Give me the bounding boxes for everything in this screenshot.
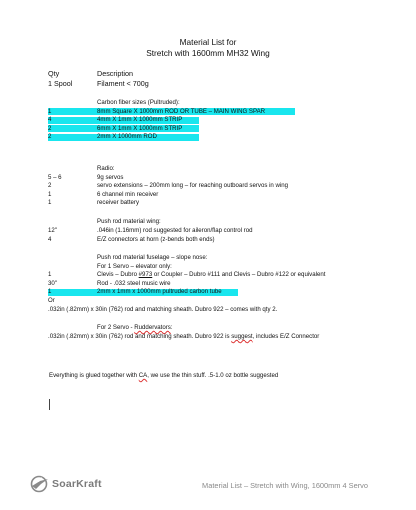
- spool-desc: Filament < 700g: [97, 79, 149, 88]
- ruddervators-word: Ruddervators: [134, 324, 171, 331]
- carbon-desc: 6mm X 1mm X 1000mm STRIP: [97, 124, 183, 132]
- radio-desc: receiver battery: [97, 199, 139, 206]
- glue-text-start: Everything is glued together with: [49, 372, 139, 379]
- soarkraft-bird-logo-icon: [30, 475, 50, 493]
- radio-heading: Radio:: [97, 165, 115, 172]
- pushwing-qty: 4: [48, 235, 52, 243]
- two-servo-heading: [97, 324, 173, 332]
- description-header: Description: [97, 69, 133, 78]
- clevis-desc: [97, 271, 325, 279]
- spool-qty: 1 Spool: [48, 79, 73, 88]
- alt2-text: [48, 333, 319, 341]
- radio-qty: 1: [48, 199, 52, 206]
- two-servo-colon: :: [170, 324, 173, 331]
- dubro-973-link[interactable]: #973: [138, 271, 153, 278]
- pushfuse-heading: Push rod material fuselage – slope nose:: [97, 254, 208, 261]
- carbon-qty: 1: [48, 107, 52, 115]
- radio-desc: servo extensions – 200mm long – for reaching outboard servos in wing: [97, 182, 289, 189]
- wire-desc: Rod - .032 steel music wire: [97, 279, 171, 287]
- glue-text-end: , we use the thin stuff. .5-1.0 oz bottle suggested: [147, 372, 279, 379]
- radio-qty: 5 – 6: [48, 173, 62, 181]
- qty-header: Qty: [48, 69, 60, 78]
- ca-word: CA: [138, 372, 148, 379]
- radio-desc: 6 channel min receiver: [97, 190, 159, 198]
- tube-desc: 2mm x 1mm x 1000mm pultruded carbon tube: [97, 288, 222, 295]
- footer-text: Material List – Stretch with Wing, 1600mm 4 Servo: [202, 481, 368, 490]
- wire-qty: 30": [48, 279, 57, 287]
- suggest-word: suggest: [231, 333, 253, 340]
- or-text: Or: [48, 296, 55, 304]
- carbon-desc: 4mm X 1mm X 1000mm STRIP: [97, 116, 183, 123]
- carbon-heading: Carbon fiber sizes (Pultruded):: [97, 99, 180, 106]
- pushwing-heading: Push rod material wing:: [97, 218, 161, 225]
- clevis-text: Clevis – Dubro: [97, 271, 139, 278]
- pushwing-desc: E/Z connectors at horn (z-bends both ends): [97, 235, 215, 243]
- carbon-qty: 4: [48, 116, 52, 123]
- alt1-text: .032in (.82mm) x 30in (762) rod and matching sheath. Dubro 922 – comes with qty 2.: [48, 306, 278, 313]
- carbon-qty: 2: [48, 124, 52, 132]
- tube-qty: 1: [48, 288, 52, 295]
- footer-logo: [30, 475, 102, 493]
- two-servo-text: For 2 Servo -: [97, 324, 135, 331]
- text-cursor: [49, 399, 50, 410]
- doc-title-line2: Stretch with 1600mm MH32 Wing: [146, 48, 270, 58]
- glue-text: [49, 372, 278, 380]
- pushwing-desc: .046in (1.16mm) rod suggested for aileron/flap control rod: [97, 227, 253, 234]
- radio-qty: 2: [48, 182, 52, 189]
- radio-qty: 1: [48, 190, 52, 198]
- carbon-desc: 8mm Square X 1000mm ROD OR TUBE – MAIN WING SPAR: [97, 107, 266, 115]
- carbon-desc: 2mm X 1000mm ROD: [97, 133, 157, 140]
- pushfuse-subheading: For 1 Servo – elevator only:: [97, 262, 172, 270]
- doc-title-line1: Material List for: [179, 37, 237, 47]
- logo-text: SoarKraft: [52, 478, 102, 490]
- carbon-qty: 2: [48, 133, 52, 140]
- pushwing-qty: 12": [48, 227, 57, 234]
- radio-desc: 9g servos: [97, 173, 124, 181]
- clevis-qty: 1: [48, 271, 52, 278]
- alt2-text-end: , includes E/Z Connector: [252, 333, 320, 340]
- clevis-text-rest: or Coupler – Dubro #111 and Clevis – Dubro #122 or equivalent: [152, 271, 326, 278]
- alt2-text-start: .032in (.82mm) x 30in (762) rod and matching sheath. Dubro 922 is: [48, 333, 232, 340]
